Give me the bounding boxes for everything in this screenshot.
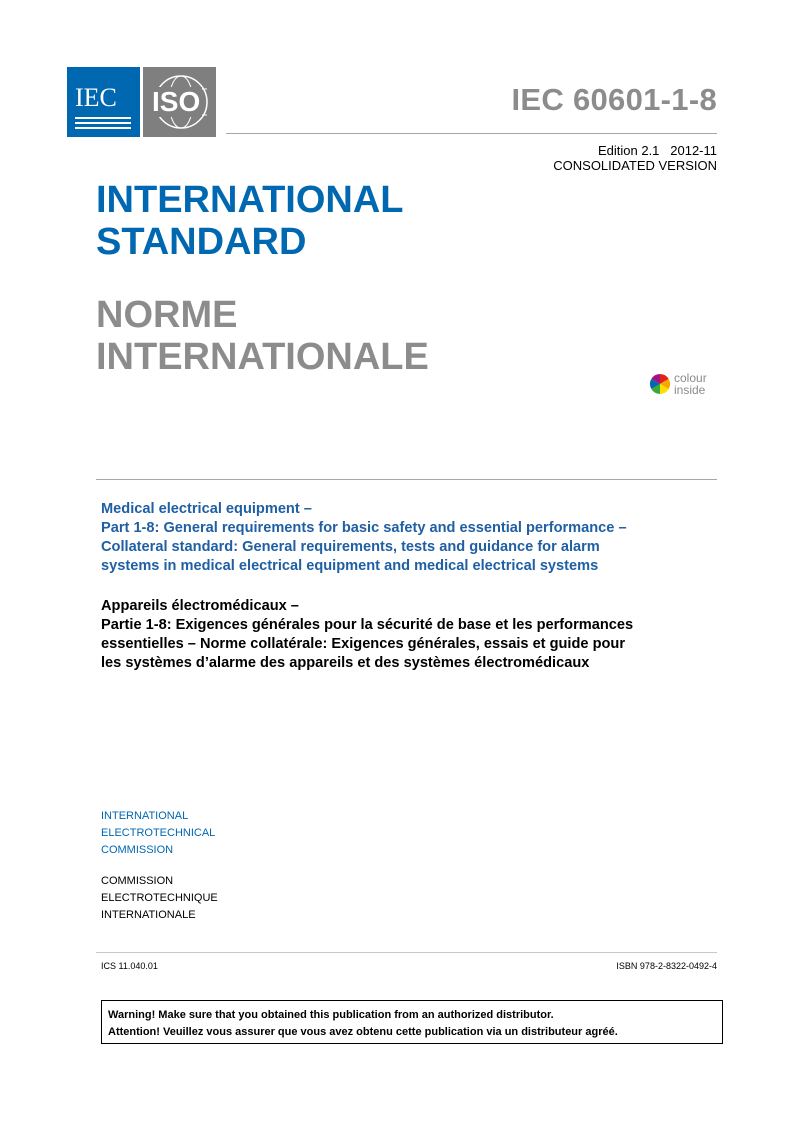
footer-rule (96, 952, 717, 953)
ics-code: ICS 11.040.01 (101, 961, 158, 971)
title-fr-line-1: NORME (96, 294, 238, 336)
subject-en-line-4: systems in medical electrical equipment and medical electrical systems (101, 558, 599, 574)
warning-english: Warning! Make sure that you obtained this publication from an authorized distributor. (108, 1009, 554, 1021)
iec-logo (67, 67, 140, 137)
subject-fr-line-3: essentielles – Norme collatérale: Exigences générales, essais et guide pour (101, 636, 625, 652)
header-rule (226, 133, 717, 134)
colour-wheel-icon (649, 373, 671, 395)
org-en-line-1: INTERNATIONAL (101, 810, 189, 822)
title-english (96, 179, 404, 263)
standard-number: IEC 60601-1-8 (511, 82, 717, 117)
org-fr-line-1: COMMISSION (101, 875, 174, 887)
title-en-line-1: INTERNATIONAL (96, 179, 404, 221)
iso-logo-text: ISO (152, 86, 201, 117)
subject-fr-line-1: Appareils électromédicaux – (101, 598, 299, 614)
version-line: CONSOLIDATED VERSION (553, 158, 717, 173)
title-rule (96, 479, 717, 480)
title-fr-line-2: INTERNATIONALE (96, 336, 429, 378)
subject-en-line-2: Part 1-8: General requirements for basic safety and essential performance – (101, 520, 627, 536)
subject-english (101, 500, 627, 576)
subject-en-line-3: Collateral standard: General requirements, tests and guidance for alarm (101, 539, 600, 555)
subject-french (101, 597, 633, 673)
warning-french: Attention! Veuillez vous assurer que vous avez obtenu cette publication via un distributeur agréé. (108, 1026, 618, 1038)
iso-logo (143, 67, 216, 137)
org-fr-line-3: INTERNATIONALE (101, 909, 196, 921)
edition-block (553, 143, 717, 173)
iec-logo-text: IEC (75, 83, 117, 112)
title-french (96, 294, 429, 378)
colour-badge-line-1: colour (674, 371, 707, 385)
organization-english (101, 808, 215, 859)
distributor-warning-box (101, 1000, 723, 1044)
title-en-line-2: STANDARD (96, 221, 307, 263)
colour-badge-line-2: inside (674, 383, 706, 397)
org-en-line-3: COMMISSION (101, 844, 174, 856)
org-fr-line-2: ELECTROTECHNIQUE (101, 892, 218, 904)
organization-french (101, 873, 218, 924)
edition-line: Edition 2.1 2012-11 (597, 143, 717, 158)
colour-inside-badge (649, 372, 707, 396)
org-en-line-2: ELECTROTECHNICAL (101, 827, 216, 839)
subject-fr-line-4: les systèmes d’alarme des appareils et des systèmes électromédicaux (101, 655, 590, 671)
subject-fr-line-2: Partie 1-8: Exigences générales pour la sécurité de base et les performances (101, 617, 634, 633)
isbn: ISBN 978-2-8322-0492-4 (616, 961, 717, 971)
subject-en-line-1: Medical electrical equipment – (101, 501, 312, 517)
